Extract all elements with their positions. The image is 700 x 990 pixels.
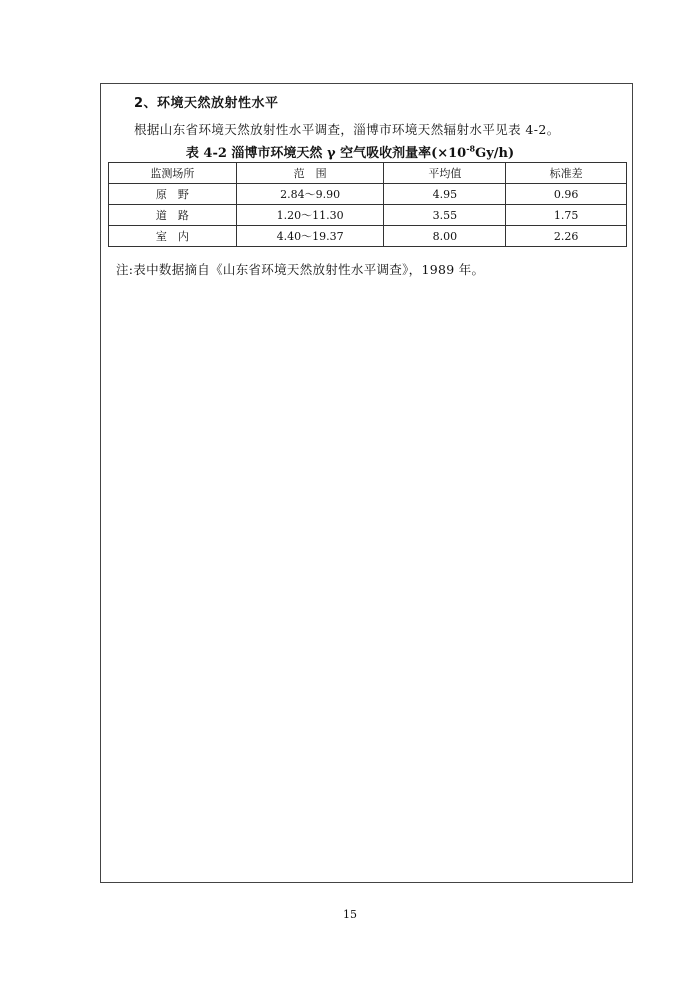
cell-location: 原 野 (109, 184, 237, 205)
table-title-unit: Gy/h) (475, 146, 515, 161)
header-location: 监测场所 (109, 163, 237, 184)
cell-mean: 4.95 (384, 184, 506, 205)
cell-range: 1.20～11.30 (236, 205, 384, 226)
cell-location: 道 路 (109, 205, 237, 226)
table-row (109, 226, 627, 247)
cell-stddev: 1.75 (506, 205, 627, 226)
radiation-table (108, 162, 627, 247)
table-title-main: 表 4-2 淄博市环境天然 γ 空气吸收剂量率(×10 (185, 146, 467, 161)
table-row (109, 184, 627, 205)
table-note: 注:表中数据摘自《山东省环境天然放射性水平调查》，1989 年。 (116, 262, 485, 277)
section-heading: 2、环境天然放射性水平 (134, 96, 279, 111)
cell-range: 2.84～9.90 (236, 184, 384, 205)
cell-range: 4.40～19.37 (236, 226, 384, 247)
intro-paragraph: 根据山东省环境天然放射性水平调查，淄博市环境天然辐射水平见表 4-2。 (134, 122, 560, 137)
header-range: 范 围 (236, 163, 384, 184)
cell-location: 室 内 (109, 226, 237, 247)
table-header-row (109, 163, 627, 184)
table-title-exponent: -8 (466, 143, 476, 154)
table-row (109, 205, 627, 226)
header-mean: 平均值 (384, 163, 506, 184)
cell-stddev: 2.26 (506, 226, 627, 247)
header-stddev: 标准差 (506, 163, 627, 184)
table-title (0, 142, 700, 161)
cell-mean: 8.00 (384, 226, 506, 247)
cell-stddev: 0.96 (506, 184, 627, 205)
page-number: 15 (343, 908, 357, 921)
cell-mean: 3.55 (384, 205, 506, 226)
